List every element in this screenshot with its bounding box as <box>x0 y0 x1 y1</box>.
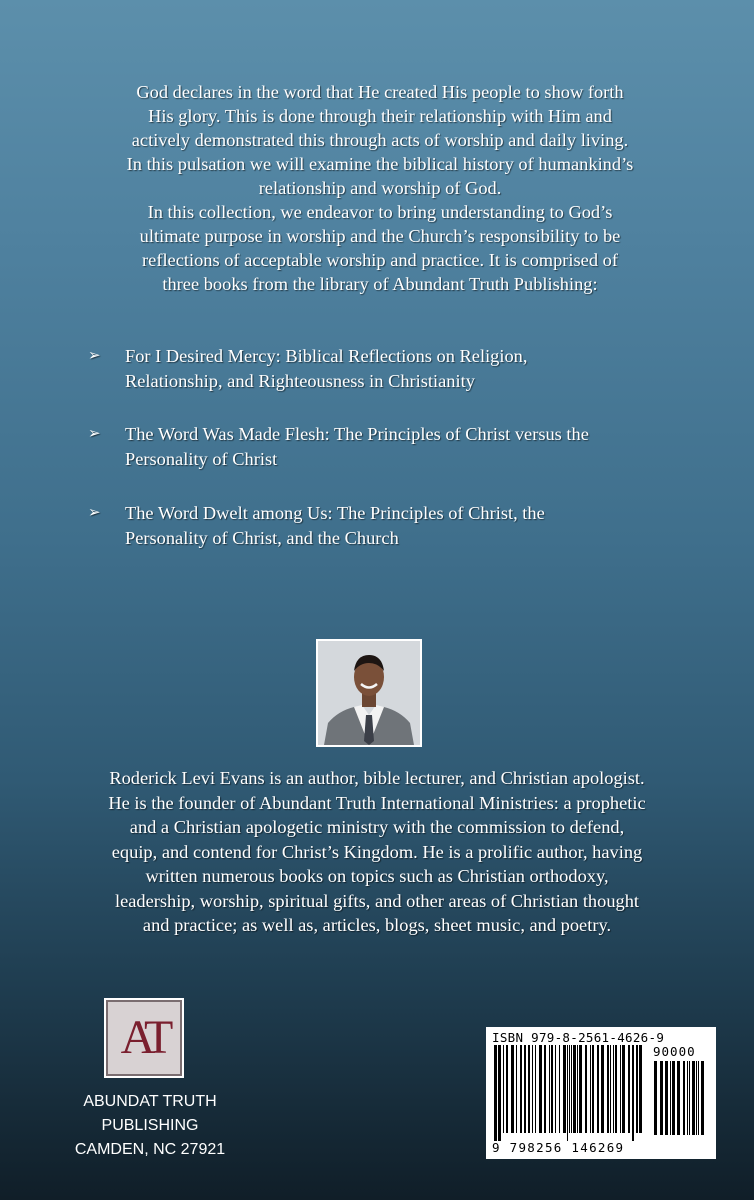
publisher-imprint: PUBLISHING <box>101 1117 199 1134</box>
barcode-bar <box>670 1061 671 1135</box>
isbn-label: ISBN 979-8-2561-4626-9 <box>492 1030 665 1045</box>
arrow-bullet-icon: ➢ <box>88 505 101 521</box>
barcode-bar <box>585 1045 587 1133</box>
publisher-info <box>40 1090 260 1162</box>
addon-bars-icon <box>654 1061 706 1143</box>
barcode-bar <box>660 1061 663 1135</box>
barcode-bar <box>632 1045 634 1141</box>
barcode-bar <box>563 1045 566 1133</box>
barcode-bar <box>590 1045 591 1133</box>
book-title-line: Personality of Christ <box>125 449 278 469</box>
barcode-bar <box>636 1045 638 1133</box>
book-title-line: The Word Dwelt among Us: The Principles of Christ, the <box>125 503 545 523</box>
intro-line: relationship and worship of God. <box>258 178 502 198</box>
author-photo <box>316 639 422 747</box>
barcode-bar <box>601 1045 604 1133</box>
book-item <box>88 422 688 472</box>
barcode-bar <box>559 1045 560 1133</box>
barcode-bar <box>506 1045 508 1133</box>
publisher-logo-icon <box>104 998 184 1078</box>
barcode-bar <box>516 1045 517 1133</box>
barcode-bar <box>692 1061 695 1135</box>
barcode-bar <box>551 1045 553 1133</box>
logo-monogram: AT <box>120 1011 168 1064</box>
book-title-line: The Word Was Made Flesh: The Principles of Christ versus the <box>125 424 589 444</box>
barcode-bar <box>628 1045 630 1133</box>
bio-line: He is the founder of Abundant Truth International Ministries: a prophetic <box>108 792 646 813</box>
book-item <box>88 344 688 394</box>
bio-line: leadership, worship, spiritual gifts, and other areas of Christian thought <box>114 890 640 911</box>
arrow-bullet-icon: ➢ <box>88 426 101 442</box>
arrow-bullet-icon: ➢ <box>88 348 101 364</box>
barcode-bar <box>620 1045 621 1133</box>
bio-line: equip, and contend for Christ’s Kingdom. He is a prolific author, having <box>111 841 643 862</box>
barcode-bar <box>571 1045 572 1133</box>
barcode-bar <box>528 1045 530 1133</box>
price-addon: 90000 <box>653 1044 696 1059</box>
barcode-bar <box>622 1045 625 1133</box>
barcode-bar <box>665 1061 668 1135</box>
barcode-bar <box>677 1061 680 1135</box>
isbn-barcode <box>486 1027 716 1159</box>
barcode-bar <box>683 1061 685 1135</box>
barcode-digits: 9 798256 146269 <box>492 1140 625 1155</box>
book-title-line: Personality of Christ, and the Church <box>125 528 399 548</box>
author-portrait-icon <box>318 641 420 745</box>
barcode-bar <box>549 1045 550 1133</box>
barcode-bar <box>689 1061 690 1135</box>
intro-line: His glory. This is done through their relationship with Him and <box>148 106 612 126</box>
barcode-bar <box>696 1061 697 1135</box>
barcode-bar <box>592 1045 594 1133</box>
barcode-bar <box>573 1045 576 1133</box>
barcode-bar <box>494 1045 497 1141</box>
intro-line: God declares in the word that He created His people to show forth <box>136 82 624 102</box>
barcode-bar <box>698 1061 699 1135</box>
barcode-bar <box>569 1045 570 1133</box>
barcode-bar <box>610 1045 611 1133</box>
bio-line: written numerous books on topics such as Christian orthodoxy, <box>145 866 609 886</box>
barcode-bar <box>639 1045 642 1133</box>
barcode-bar <box>567 1045 568 1141</box>
publisher-name: ABUNDAT TRUTH <box>83 1093 217 1110</box>
barcode-bar <box>654 1061 657 1135</box>
book-item <box>88 501 688 551</box>
intro-line: In this pulsation we will examine the biblical history of humankind’s <box>126 154 634 174</box>
intro-line: reflections of acceptable worship and practice. It is comprised of <box>142 250 618 270</box>
barcode-bar <box>607 1045 609 1133</box>
book-title-line: Relationship, and Righteousness in Christianity <box>125 371 475 391</box>
barcode-bar <box>498 1045 501 1141</box>
intro-line: In this collection, we endeavor to bring understanding to God’s <box>147 202 613 222</box>
barcode-bar <box>687 1061 688 1135</box>
bio-line: and a Christian apologetic ministry with the commission to defend, <box>129 817 625 837</box>
barcode-bar <box>503 1045 504 1133</box>
barcode-bar <box>597 1045 599 1133</box>
bio-line: Roderick Levi Evans is an author, bible lecturer, and Christian apologist. <box>109 768 645 788</box>
barcode-bar <box>672 1061 675 1135</box>
barcode-bar <box>613 1045 614 1133</box>
author-bio <box>50 766 704 938</box>
barcode-bar <box>615 1045 617 1133</box>
barcode-bar <box>520 1045 522 1133</box>
barcode-bar <box>535 1045 536 1133</box>
barcode-bar <box>532 1045 533 1133</box>
book-title-line: For I Desired Mercy: Biblical Reflections on Religion, <box>125 346 528 366</box>
barcode-bar <box>511 1045 514 1133</box>
intro-line: actively demonstrated this through acts of worship and daily living. <box>131 130 629 150</box>
bio-line: and practice; as well as, articles, blogs, sheet music, and poetry. <box>142 915 612 935</box>
barcode-bar <box>701 1061 704 1135</box>
barcode-bar <box>524 1045 526 1133</box>
barcode-bars-icon <box>494 1045 646 1141</box>
publisher-address: CAMDEN, NC 27921 <box>74 1141 226 1158</box>
barcode-bar <box>539 1045 542 1133</box>
intro-line: ultimate purpose in worship and the Church’s responsibility to be <box>139 226 621 246</box>
barcode-bar <box>555 1045 556 1133</box>
barcode-bar <box>579 1045 582 1133</box>
barcode-bar <box>577 1045 578 1133</box>
intro-text <box>80 80 680 296</box>
intro-line: three books from the library of Abundant Truth Publishing: <box>162 274 598 294</box>
barcode-bar <box>544 1045 546 1133</box>
